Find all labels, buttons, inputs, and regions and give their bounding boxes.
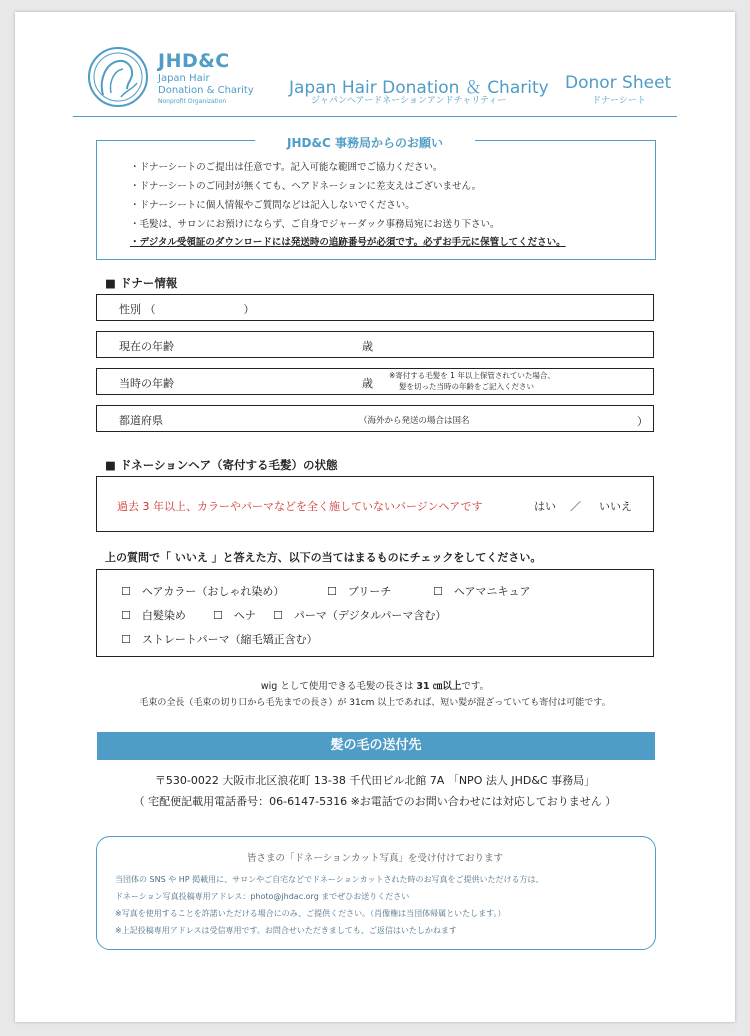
checkbox-hair-color[interactable]: ☐ ヘアカラー（おしゃれ染め） — [121, 585, 285, 598]
notice-line-2: ・ドナーシートのご同封が無くても、ヘアドネーションに差支えはございません。 — [130, 181, 482, 192]
length-info-bold: 31 ㎝以上 — [416, 681, 462, 692]
length-info-2: 毛束の全長（毛束の切り口から毛先までの長さ）が 31cm 以上であれば、短い髪が混ざっていても寄付は可能です。 — [139, 698, 611, 708]
past-age-field[interactable] — [96, 368, 654, 395]
checkbox-straight-perm[interactable]: ☐ ストレートパーマ（縮毛矯正含む） — [121, 633, 318, 646]
jhdc-logo-icon — [81, 45, 155, 109]
organization-title: Japan Hair Donation ＆ Charity — [289, 78, 549, 98]
current-age-label: 現在の年齢 — [119, 340, 174, 353]
notice-line-3: ・ドナーシートに個人情報やご質問などは記入しないでください。 — [130, 200, 415, 211]
past-age-note-1: ※寄付する毛髪を 1 年以上保管されていた場合、 — [389, 371, 555, 380]
length-info-1 — [15, 678, 735, 692]
photo-info-line-3: ※写真を使用することを許諾いただける場合にのみ、ご提供ください。（肖像権は当団体帰属といたします。） — [115, 909, 506, 918]
shipping-phone: （ 宅配便記載用電話番号：06-6147-5316 ※お電話でのお問い合わせには対応しておりません ） — [133, 795, 617, 808]
logo-subtitle-3: Nonprofit Organization — [158, 98, 227, 105]
length-info-text: wig として使用できる毛髪の長さは — [260, 681, 417, 692]
sheet-title: Donor Sheet — [565, 73, 672, 93]
logo-subtitle-1: Japan Hair — [158, 73, 210, 84]
prefecture-field[interactable] — [96, 405, 654, 432]
checkbox-bleach[interactable]: ☐ ブリーチ — [327, 585, 392, 598]
prefecture-note: （海外から発送の場合は国名 — [359, 416, 470, 426]
no-option[interactable]: いいえ — [599, 500, 632, 513]
prefecture-label: 都道府県 — [119, 414, 163, 427]
photo-info-line-2: ドネーション写真投稿専用アドレス：photo@jhdac.org までぜひお送りください — [115, 892, 410, 901]
shipping-address: 〒530-0022 大阪市北区浪花町 13-38 千代田ビル北館 7A 「NPO 法人 JHD&C 事務局」 — [154, 774, 596, 787]
virgin-hair-question: 過去 3 年以上、カラーやパーマなどを全く施していないバージンヘアです — [117, 500, 483, 513]
virgin-hair-box — [96, 476, 654, 532]
length-info-end: です。 — [461, 681, 490, 692]
checkbox-manicure[interactable]: ☐ ヘアマニキュア — [433, 585, 531, 598]
checklist-heading: 上の質問で「 いいえ 」と答えた方、以下の当てはまるものにチェックをしてください。 — [105, 551, 542, 564]
donor-info-heading: ■ ドナー情報 — [105, 276, 178, 290]
option-separator: ／ — [570, 500, 581, 513]
checkbox-henna[interactable]: ☐ ヘナ — [213, 609, 256, 622]
sheet-title-kana: ドナーシート — [592, 96, 646, 106]
current-age-unit: 歳 — [362, 340, 373, 353]
logo-title: JHD&C — [158, 50, 230, 72]
notice-title: JHD&C 事務局からのお願い — [255, 134, 475, 151]
photo-info-title: 皆さまの「ドネーションカット写真」を受け付けております — [247, 853, 503, 864]
shipping-heading: 髪の毛の送付先 — [97, 732, 655, 760]
notice-line-4: ・毛髪は、サロンにお預けにならず、ご自身でジャーダック事務局宛にお送り下さい。 — [130, 219, 500, 230]
yes-option[interactable]: はい — [534, 500, 556, 513]
header-divider — [73, 116, 677, 117]
prefecture-note-close: ） — [637, 415, 648, 428]
past-age-label: 当時の年齢 — [119, 377, 174, 390]
notice-line-1: ・ドナーシートのご提出は任意です。記入可能な範囲でご協力ください。 — [130, 162, 443, 173]
logo-subtitle-2: Donation & Charity — [158, 85, 254, 96]
checkbox-gray-dye[interactable]: ☐ 白髪染め — [121, 609, 186, 622]
past-age-note-2: 髪を切った当時の年齢をご記入ください — [399, 382, 534, 391]
organization-title-kana: ジャパンヘアードネーションアンドチャリティー — [311, 96, 507, 106]
notice-line-important: ・デジタル受領証のダウンロードには発送時の追跡番号が必須です。必ずお手元に保管してください。 — [130, 237, 566, 248]
gender-label: 性別 （ ） — [119, 303, 255, 316]
gender-field[interactable] — [96, 294, 654, 321]
checkbox-perm[interactable]: ☐ パーマ（デジタルパーマ含む） — [273, 609, 447, 622]
photo-info-line-4: ※上記投稿専用アドレスは受信専用です。お問合せいただきましても、ご返信はいたしかねます — [115, 926, 457, 935]
donor-sheet-page — [15, 12, 735, 1022]
checklist-box — [96, 569, 654, 657]
current-age-field[interactable] — [96, 331, 654, 358]
hair-state-heading: ■ ドネーションヘア（寄付する毛髪）の状態 — [105, 458, 338, 472]
photo-info-line-1: 当団体の SNS や HP 掲載用に、サロンやご自宅などでドネーションカットされた時のお写真をご提供いただける方は、 — [115, 875, 544, 884]
past-age-unit: 歳 — [362, 377, 373, 390]
